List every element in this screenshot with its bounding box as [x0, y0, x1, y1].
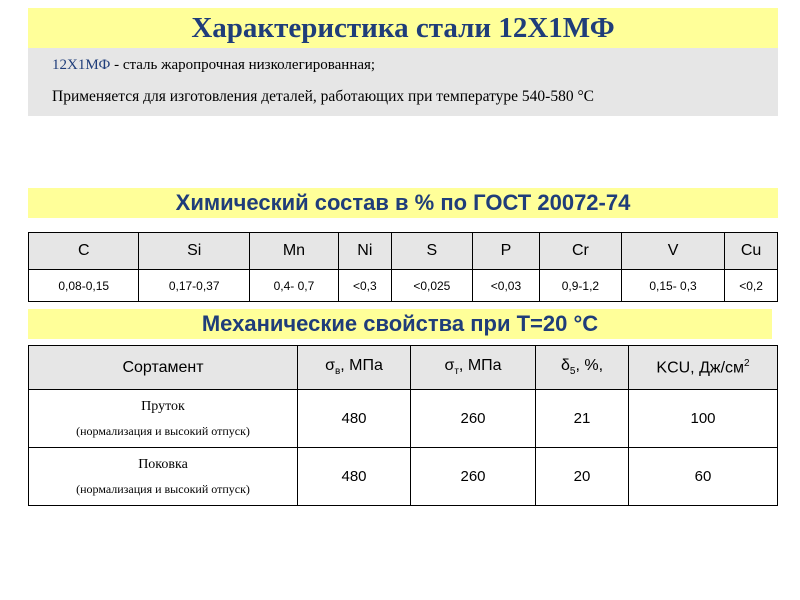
header-kcu: [629, 346, 778, 390]
kcu-superscript: 2: [744, 357, 750, 369]
header-sigma-t: [411, 346, 536, 390]
element-cell: Cr: [539, 233, 621, 270]
steel-description: - сталь жаропрочная низколегированная;: [110, 57, 376, 73]
sigma-b-value: 480: [298, 448, 411, 506]
product-treatment: (нормализация и высокий отпуск): [76, 423, 250, 438]
sigma-b-subscript: в: [334, 366, 341, 378]
element-cell: Mn: [249, 233, 338, 270]
element-cell: Si: [139, 233, 249, 270]
element-cell: P: [472, 233, 539, 270]
element-cell: S: [391, 233, 472, 270]
element-cell: C: [29, 233, 139, 270]
header-sigma-b: [298, 346, 411, 390]
delta-subscript: 5: [569, 366, 576, 378]
value-cell: <0,3: [338, 270, 391, 302]
product-name: Поковка: [138, 456, 188, 472]
element-cell: Cu: [725, 233, 778, 270]
product-cell: [29, 448, 298, 506]
steel-grade: 12Х1МФ: [52, 57, 111, 73]
sigma-b-value: 480: [298, 390, 411, 448]
delta-unit: , %,: [575, 357, 604, 375]
mechanical-heading: Механические свойства при Т=20 °С: [28, 309, 772, 339]
kcu-value: 100: [629, 390, 778, 448]
element-cell: Ni: [338, 233, 391, 270]
delta-value: 21: [536, 390, 629, 448]
value-cell: <0,2: [725, 270, 778, 302]
chemical-table: [28, 232, 778, 302]
page-title: Характеристика стали 12Х1МФ: [28, 8, 778, 48]
mechanical-header-row: [29, 346, 778, 390]
delta-symbol: δ: [560, 357, 570, 375]
sigma-symbol: σ: [444, 357, 455, 375]
value-cell: 0,15- 0,3: [621, 270, 724, 302]
value-cell: 0,08-0,15: [29, 270, 139, 302]
product-cell: [29, 390, 298, 448]
chemical-heading: Химический состав в % по ГОСТ 20072-74: [28, 188, 778, 218]
kcu-value: 60: [629, 448, 778, 506]
table-row: [29, 448, 778, 506]
chemical-header-row: [29, 233, 778, 270]
product-name: Пруток: [141, 398, 185, 414]
sigma-symbol: σ: [325, 357, 335, 375]
header-product: Сортамент: [29, 346, 298, 390]
intro-description: [52, 57, 375, 74]
delta-value: 20: [536, 448, 629, 506]
element-cell: V: [621, 233, 724, 270]
intro-application: Применяется для изготовления деталей, работающих при температуре 540-580 °С: [52, 88, 595, 105]
sigma-t-unit: , МПа: [458, 357, 502, 375]
table-row: [29, 390, 778, 448]
sigma-t-value: 260: [411, 448, 536, 506]
value-cell: 0,4- 0,7: [249, 270, 338, 302]
kcu-label: KCU, Дж/см: [656, 359, 745, 377]
value-cell: 0,9-1,2: [539, 270, 621, 302]
value-cell: <0,03: [472, 270, 539, 302]
sigma-t-subscript: т: [454, 366, 459, 378]
value-cell: <0,025: [391, 270, 472, 302]
mechanical-table: [28, 345, 778, 506]
chemical-values-row: [29, 270, 778, 302]
value-cell: 0,17-0,37: [139, 270, 249, 302]
header-delta: [536, 346, 629, 390]
sigma-b-unit: , МПа: [340, 357, 383, 375]
sigma-t-value: 260: [411, 390, 536, 448]
product-treatment: (нормализация и высокий отпуск): [76, 481, 250, 496]
